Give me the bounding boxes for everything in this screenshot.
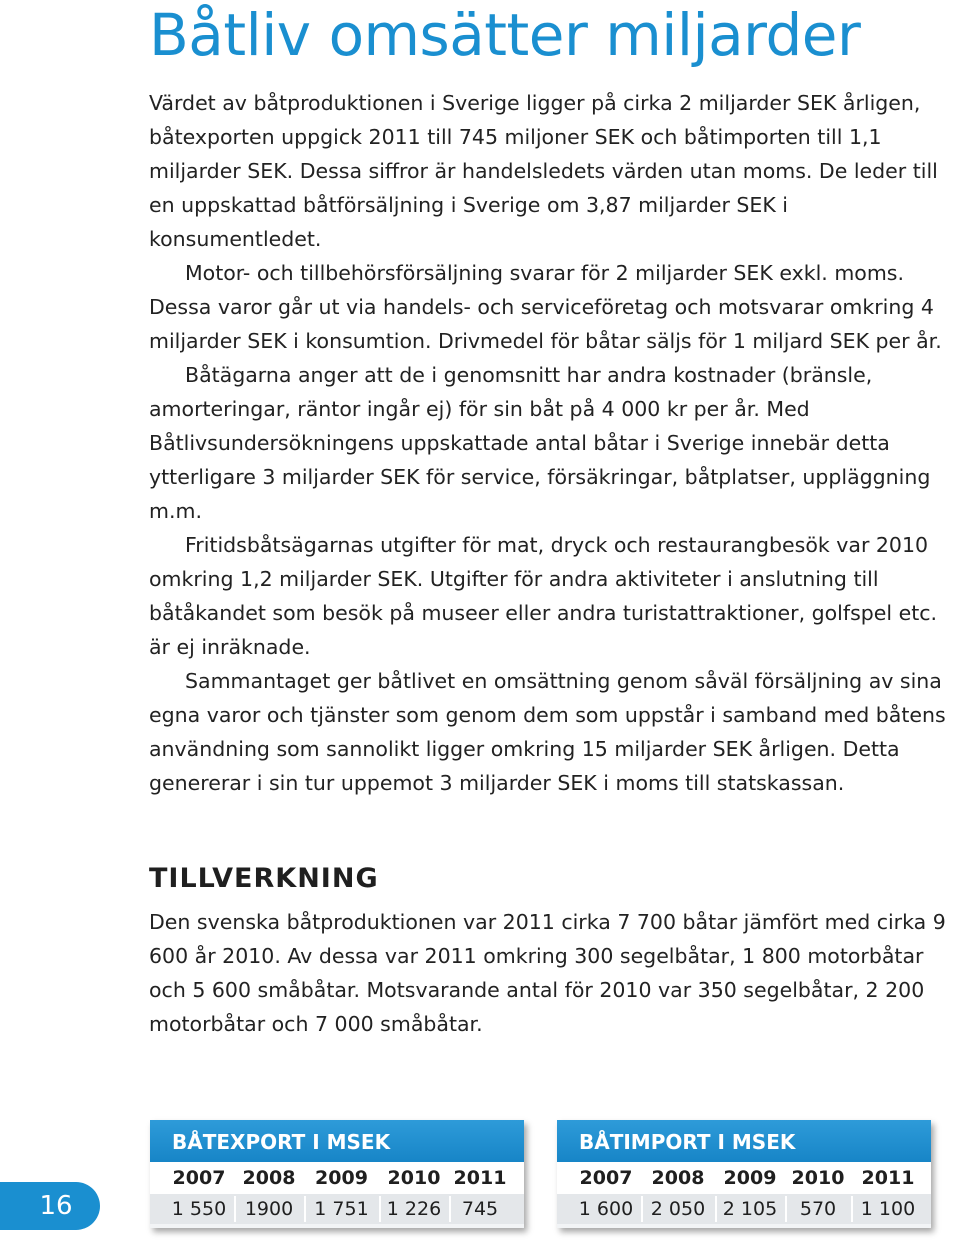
- paragraph: Värdet av båtproduktionen i Sverige ligger på cirka 2 miljarder SEK årligen, båtexporten uppgick 2011 till 745 miljoner SEK och båtimporten till 1,1 miljarder SEK. Dessa siffror är handelsledets värden utan moms. De leder till en uppskattad båtförsäljning i Sverige om 3,87 miljarder SEK i konsumentledet.: [149, 91, 938, 251]
- section-heading: TILLVERKNING: [149, 863, 379, 894]
- import-table: [557, 1120, 931, 1228]
- value-cell: 1900: [244, 1198, 294, 1220]
- year-cell: 2010: [387, 1167, 441, 1189]
- table-value-row: [150, 1194, 524, 1224]
- year-cell: 2009: [723, 1167, 777, 1189]
- table-title: BÅTEXPORT I MSEK: [150, 1120, 524, 1162]
- paragraph: Den svenska båtproduktionen var 2011 cirka 7 700 båtar jämfört med cirka 9 600 år 2010. Av dessa var 2011 omkring 300 segelbåtar, 1 800 motorbåtar och 5 600 småbåtar. Motsvarande antal för 2010 var 350 segelbåtar, 2 200 motorbåtar och 7 000 småbåtar.: [149, 910, 946, 1036]
- year-cell: 2011: [453, 1167, 507, 1189]
- export-table: [150, 1120, 524, 1228]
- page-title: Båtliv omsätter miljarder: [149, 1, 861, 69]
- paragraph: Motor- och tillbehörsförsäljning svarar för 2 miljarder SEK exkl. moms. Dessa varor går ut via handels- och serviceföretag och motsvarar omkring 4 miljarder SEK i konsumtion. Drivmedel för båtar säljs för 1 miljard SEK per år.: [149, 261, 942, 353]
- page-number-badge: 16: [0, 1182, 100, 1230]
- paragraph: Båtägarna anger att de i genomsnitt har andra kostnader (bränsle, amorteringar, räntor ingår ej) för sin båt på 4 000 kr per år. Med Båtlivsundersökningens uppskattade antal båtar i Sverige innebär detta ytterligare 3 miljarder SEK för service, försäkringar, båtplatser, uppläggning m.m.: [149, 363, 931, 523]
- table-title: BÅTIMPORT I MSEK: [557, 1120, 931, 1162]
- value-cell: 1 226: [386, 1198, 442, 1220]
- year-cell: 2011: [861, 1167, 915, 1189]
- table-header-row: [557, 1162, 931, 1194]
- value-cell: 745: [461, 1198, 499, 1220]
- article-body: [149, 86, 949, 800]
- value-cell: 1 100: [860, 1198, 916, 1220]
- value-cell: 1 600: [578, 1198, 634, 1220]
- value-cell: 1 751: [314, 1198, 369, 1220]
- value-cell: 2 105: [722, 1198, 778, 1220]
- paragraph: Sammantaget ger båtlivet en omsättning genom såväl försäljning av sina egna varor och tjänster som genom dem som uppstår i samband med båtens användning som sannolikt ligger omkring 15 miljarder SEK årligen. Detta genererar i sin tur uppemot 3 miljarder SEK i moms till statskassan.: [149, 669, 946, 795]
- table-header-row: [150, 1162, 524, 1194]
- value-cell: 2 050: [650, 1198, 706, 1220]
- paragraph: Fritidsbåtsägarnas utgifter för mat, dryck och restaurangbesök var 2010 omkring 1,2 miljarder SEK. Utgifter för andra aktiviteter i anslutning till båtåkandet som besök på museer eller andra turistattraktioner, golfspel etc. är ej inräknade.: [149, 533, 938, 659]
- value-cell: 570: [799, 1198, 837, 1220]
- table-value-row: [557, 1194, 931, 1224]
- year-cell: 2008: [242, 1167, 296, 1189]
- year-cell: 2008: [651, 1167, 705, 1189]
- year-cell: 2010: [791, 1167, 845, 1189]
- year-cell: 2009: [315, 1167, 368, 1189]
- section-body: [149, 905, 949, 1041]
- year-cell: 2007: [579, 1167, 633, 1189]
- value-cell: 1 550: [171, 1198, 227, 1220]
- year-cell: 2007: [172, 1167, 226, 1189]
